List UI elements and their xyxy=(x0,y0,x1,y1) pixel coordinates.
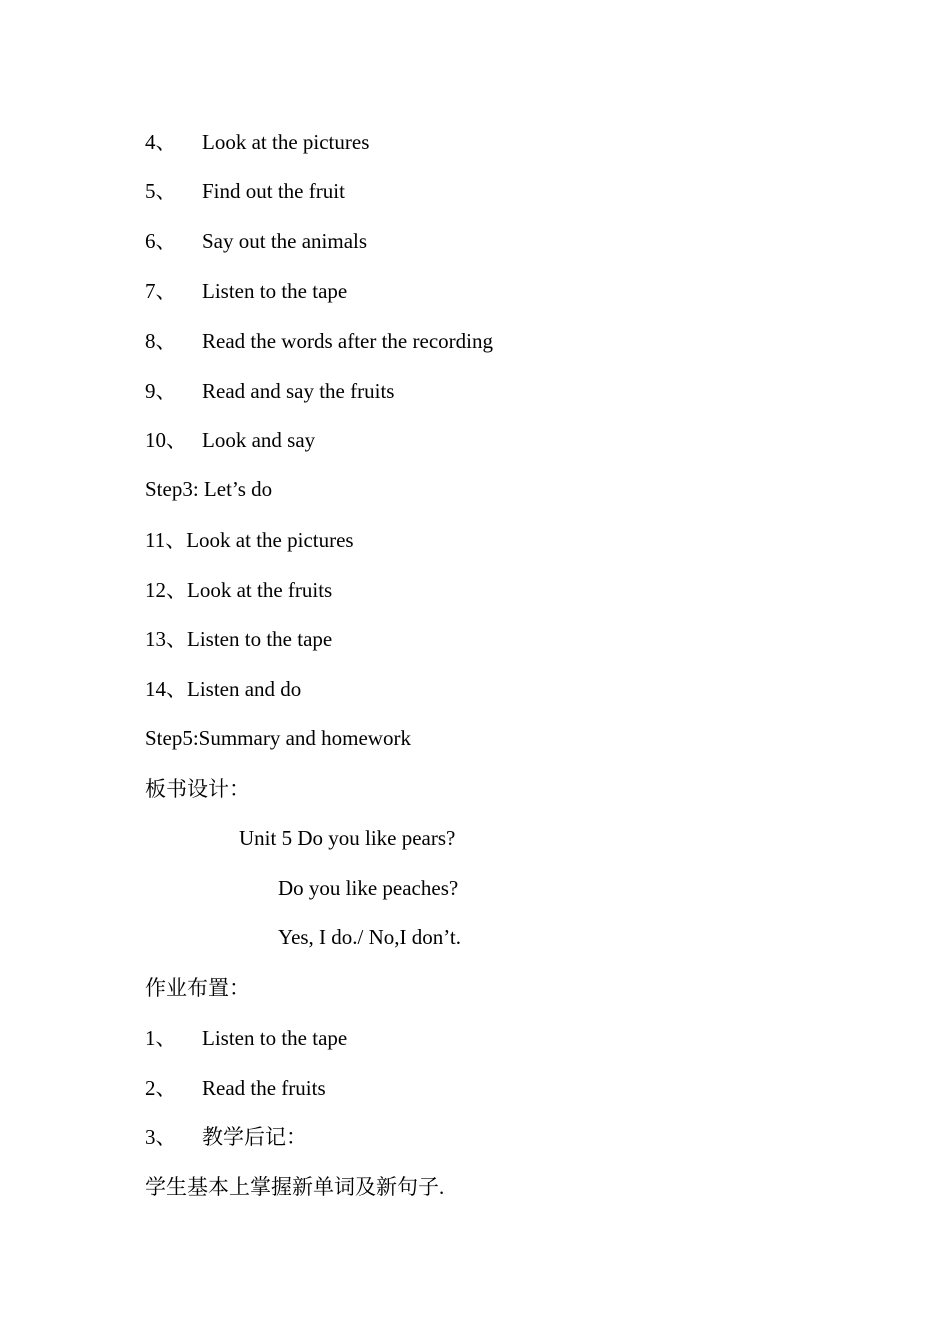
item-number: 14、 xyxy=(145,677,187,701)
item-text: Read the words after the recording xyxy=(202,329,493,353)
step5-heading: Step5:Summary and homework xyxy=(145,726,411,750)
list-item xyxy=(145,427,315,453)
list-item xyxy=(145,527,354,553)
list-item xyxy=(145,228,367,254)
item-number: 4、 xyxy=(145,130,177,154)
list-item xyxy=(145,626,332,652)
item-number: 1、 xyxy=(145,1026,177,1050)
item-text: Listen to the tape xyxy=(202,279,348,303)
item-text: Look and say xyxy=(202,428,316,452)
board-design-line: Yes, I do./ No,I don’t. xyxy=(278,925,461,949)
item-number: 7、 xyxy=(145,279,177,303)
list-item xyxy=(145,676,301,702)
list-item xyxy=(145,378,394,404)
homework-item xyxy=(145,1025,347,1051)
item-text: Read and say the fruits xyxy=(202,379,395,403)
item-number: 11、 xyxy=(145,528,187,552)
list-item xyxy=(145,278,347,304)
board-design-label: 板书设计： xyxy=(145,777,250,801)
list-item xyxy=(145,129,369,155)
item-number: 2、 xyxy=(145,1076,177,1100)
item-text: Find out the fruit xyxy=(202,179,345,203)
homework-label: 作业布置： xyxy=(145,976,250,1000)
item-text: Listen to the tape xyxy=(187,627,333,651)
board-design-title: Unit 5 Do you like pears? xyxy=(239,826,456,850)
homework-item xyxy=(145,1124,307,1150)
item-number: 8、 xyxy=(145,329,177,353)
board-design-line: Do you like peaches? xyxy=(278,876,459,900)
homework-item xyxy=(145,1075,326,1101)
item-number: 10、 xyxy=(145,428,187,452)
reflection-text: 学生基本上掌握新单词及新句子. xyxy=(145,1175,445,1199)
item-text: Look at the pictures xyxy=(186,528,354,552)
item-text: Say out the animals xyxy=(202,229,368,253)
list-item xyxy=(145,328,493,354)
item-number: 12、 xyxy=(145,578,187,602)
item-number: 3、 xyxy=(145,1125,177,1149)
item-text: Look at the fruits xyxy=(187,578,333,602)
list-item xyxy=(145,178,345,204)
list-item xyxy=(145,577,332,603)
item-text: Look at the pictures xyxy=(202,130,370,154)
item-number: 9、 xyxy=(145,379,177,403)
item-number: 6、 xyxy=(145,229,177,253)
step3-heading: Step3: Let’s do xyxy=(145,477,273,501)
item-text: Listen to the tape xyxy=(202,1026,348,1050)
item-text: Listen and do xyxy=(187,677,302,701)
item-number: 13、 xyxy=(145,627,187,651)
item-text: Read the fruits xyxy=(202,1076,326,1100)
item-number: 5、 xyxy=(145,179,177,203)
item-text: 教学后记： xyxy=(202,1125,307,1149)
